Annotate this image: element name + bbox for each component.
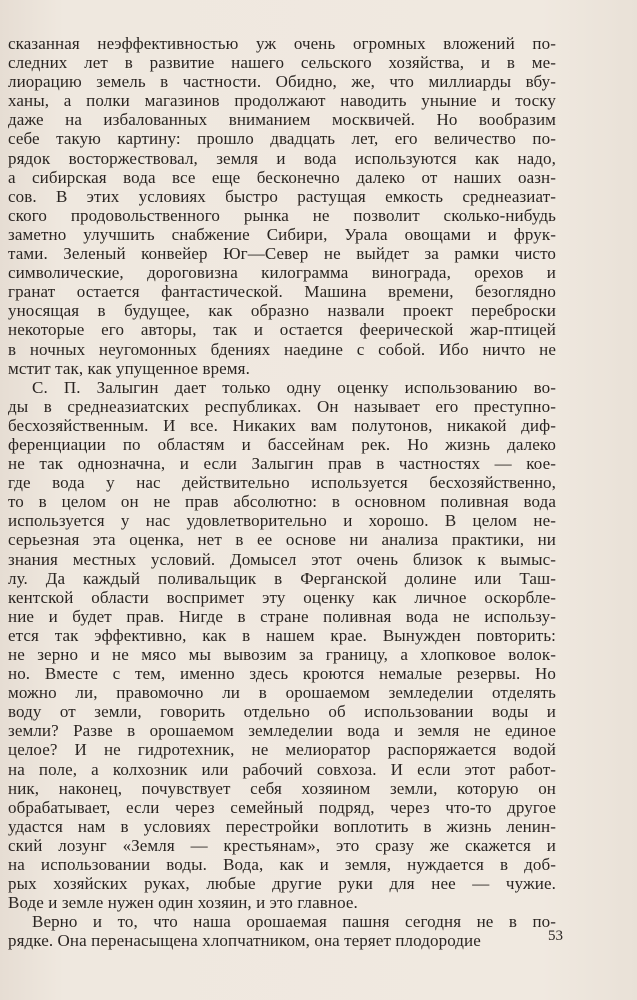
text-line: себе такую картину: прошло двадцать лет, его величество по- xyxy=(8,129,556,149)
text-line: даже на избалованных вниманием москвичей. Но вообразим xyxy=(8,110,556,130)
text-line: не зерно и не мясо мы вывозим за границу, а хлопковое волок- xyxy=(8,645,556,664)
text-line: удастся нам в условиях перестройки воплотить в жизнь ленин- xyxy=(8,816,556,836)
text-line: но. Вместе с тем, именно здесь кроются немалые резервы. Но xyxy=(8,664,556,684)
text-line: С. П. Залыгин дает только одну оценку использованию во- xyxy=(32,377,556,397)
text-line: то в целом он не прав абсолютно: в основном поливная вода xyxy=(8,492,556,512)
text-line: серьезная эта оценка, нет в ее основе ни анализа практики, ни xyxy=(8,530,556,550)
text-line: земли? Разве в орошаемом земледелии вода и земля не единое xyxy=(8,721,556,741)
text-line: рядок восторжествовал, земля и вода используются как надо, xyxy=(8,148,556,168)
text-line: мстит так, как упущенное время. xyxy=(8,358,250,378)
text-line: лу. Да каждый поливальщик в Ферганской долине или Таш- xyxy=(8,568,556,588)
text-line: ференциации по областям и бассейнам рек. Но жизнь далеко xyxy=(8,434,556,454)
text-line: на использовании воды. Вода, как и земля, нуждается в доб- xyxy=(8,855,556,875)
text-line: на поле, а колхозник или рабочий совхоза. И если этот работ- xyxy=(8,759,556,779)
text-line: ды в среднеазиатских республиках. Он называет его преступно- xyxy=(8,396,556,416)
body-text xyxy=(8,34,556,951)
text-line: тами. Зеленый конвейер Юг—Север не выйдет за рамки чисто xyxy=(8,244,556,264)
text-line: символические, дороговизна килограмма винограда, орехов и xyxy=(8,263,556,283)
text-line: не так однозначна, и если Залыгин прав в частностях — кое- xyxy=(8,454,556,474)
text-line: можно ли, правомочно ли в орошаемом земледелии отделять xyxy=(8,683,556,703)
text-line: Воде и земле нужен один хозяин, и это главное. xyxy=(8,893,358,913)
text-line: заметно улучшить снабжение Сибири, Урала овощами и фрук- xyxy=(8,224,556,244)
text-line: некоторые его авторы, так и остается феерической жар-птицей xyxy=(8,320,556,340)
text-line: рядке. Она перенасыщена хлопчатником, она теряет плодородие xyxy=(8,931,481,951)
text-line: следних лет в развитие нашего сельского хозяйства, и в ме- xyxy=(8,53,556,73)
text-line: ский лозунг «Земля — крестьянам», это сразу же скажется и xyxy=(8,835,556,855)
text-line: сов. В этих условиях быстро растущая емкость среднеазиат- xyxy=(8,186,556,206)
text-line: ется так эффективно, как в нашем крае. Вынужден повторить: xyxy=(8,625,556,645)
paragraph xyxy=(8,378,556,913)
text-line: целое? И не гидротехник, не мелиоратор распоряжается водой xyxy=(8,740,556,760)
text-line: где вода у нас действительно используется бесхозяйственно, xyxy=(8,473,556,493)
text-line: рых хозяйских руках, любые другие руки для нее — чужие. xyxy=(8,874,556,894)
text-line: ник, наконец, почувствует себя хозяином земли, которую он xyxy=(8,778,556,798)
text-line: ского продовольственного рынка не позволит сколько-нибудь xyxy=(8,205,556,225)
text-line: Верно и то, что наша орошаемая пашня сегодня не в по- xyxy=(32,912,556,932)
text-line: бесхозяйственным. И все. Никаких вам полутонов, никакой диф- xyxy=(8,415,556,435)
text-line: ние и будет прав. Нигде в стране поливная вода не использу- xyxy=(8,606,556,626)
text-line: обрабатывает, если через семейный подряд, через что-то другое xyxy=(8,797,556,817)
text-line: кентской области воспримет эту оценку как личное оскорбле- xyxy=(8,587,556,607)
text-line: воду от земли, говорить отдельно об использовании воды и xyxy=(8,702,556,722)
text-line: ханы, а полки магазинов продолжают наводить уныние и тоску xyxy=(8,91,556,111)
text-line: в ночных неугомонных бдениях наедине с собой. Ибо ничто не xyxy=(8,339,556,359)
text-line: лиорацию земель в частности. Обидно, же, что миллиарды вбу- xyxy=(8,72,556,92)
text-line: знания местных условий. Домысел этот очень близок к вымыс- xyxy=(8,549,556,569)
text-line: сказанная неэффективностью уж очень огромных вложений по- xyxy=(8,34,556,53)
text-line: используется у нас удовлетворительно и хорошо. В целом не- xyxy=(8,511,556,531)
text-line: а сибирская вода все еще бесконечно далеко от наших оазн- xyxy=(8,167,556,187)
page-number: 53 xyxy=(548,928,563,944)
paragraph xyxy=(8,912,556,950)
paragraph xyxy=(8,34,556,378)
text-line: уносящая в будущее, как образно назвали проект переброски xyxy=(8,301,556,321)
text-line: гранат остается фантастической. Машина времени, безоглядно xyxy=(8,282,556,302)
